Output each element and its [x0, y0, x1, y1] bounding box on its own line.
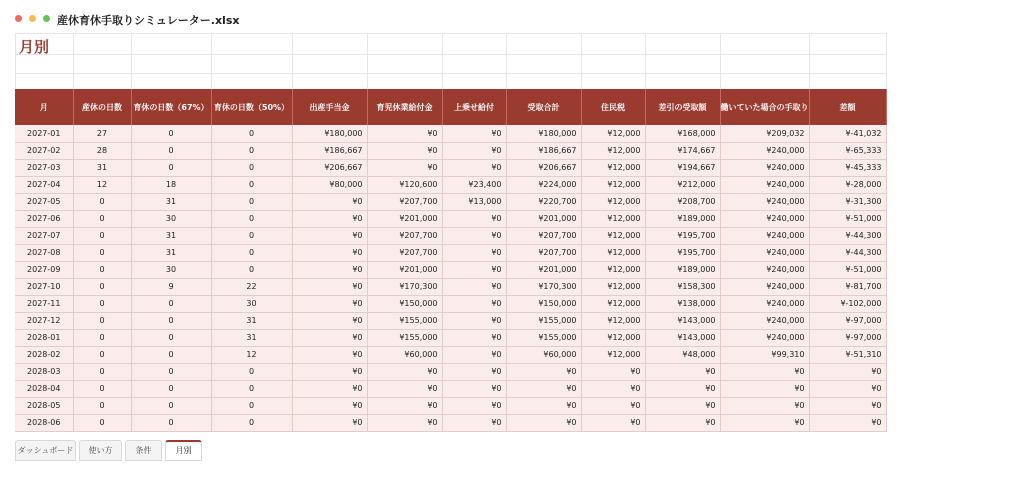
- table-cell[interactable]: 12: [73, 176, 131, 193]
- table-cell[interactable]: ¥0: [442, 261, 506, 278]
- table-cell[interactable]: ¥12,000: [581, 227, 645, 244]
- table-cell[interactable]: 0: [131, 397, 211, 414]
- table-cell[interactable]: ¥0: [720, 380, 809, 397]
- tab-monthly[interactable]: 月別: [165, 440, 202, 461]
- table-cell[interactable]: ¥0: [292, 227, 367, 244]
- table-row: [15, 159, 886, 176]
- table-cell[interactable]: 28: [73, 142, 131, 159]
- table-cell[interactable]: ¥0: [720, 363, 809, 380]
- table-cell[interactable]: ¥240,000: [720, 142, 809, 159]
- column-header[interactable]: 住民税: [581, 89, 645, 125]
- table-cell[interactable]: ¥174,667: [645, 142, 720, 159]
- table-cell[interactable]: ¥0: [645, 363, 720, 380]
- table-cell[interactable]: ¥0: [292, 193, 367, 210]
- table-cell[interactable]: 31: [131, 244, 211, 261]
- table-row: [15, 193, 886, 210]
- zoom-window-button[interactable]: [43, 15, 50, 22]
- table-cell[interactable]: ¥0: [442, 125, 506, 142]
- table-cell[interactable]: ¥0: [506, 397, 581, 414]
- table-cell[interactable]: 31: [211, 329, 292, 346]
- table-cell[interactable]: ¥180,000: [292, 125, 367, 142]
- table-cell[interactable]: ¥206,667: [292, 159, 367, 176]
- table-cell[interactable]: 0: [131, 312, 211, 329]
- table-cell[interactable]: ¥-44,300: [809, 227, 886, 244]
- table-cell[interactable]: 0: [73, 193, 131, 210]
- table-cell[interactable]: ¥240,000: [720, 159, 809, 176]
- table-cell[interactable]: ¥158,300: [645, 278, 720, 295]
- table-cell[interactable]: ¥194,667: [645, 159, 720, 176]
- table-cell[interactable]: ¥0: [292, 312, 367, 329]
- table-cell[interactable]: 31: [131, 227, 211, 244]
- table-cell[interactable]: ¥0: [442, 363, 506, 380]
- table-cell[interactable]: ¥0: [442, 295, 506, 312]
- table-cell[interactable]: ¥0: [442, 380, 506, 397]
- table-cell[interactable]: ¥170,300: [506, 278, 581, 295]
- table-row: [15, 210, 886, 227]
- table-cell[interactable]: ¥155,000: [367, 312, 442, 329]
- table-cell[interactable]: ¥0: [292, 363, 367, 380]
- table-cell[interactable]: ¥-41,032: [809, 125, 886, 142]
- table-cell[interactable]: ¥0: [367, 397, 442, 414]
- tab-dashboard[interactable]: ダッシュボード: [15, 440, 76, 461]
- table-cell[interactable]: 31: [73, 159, 131, 176]
- table-cell[interactable]: 9: [131, 278, 211, 295]
- table-cell[interactable]: ¥0: [292, 295, 367, 312]
- table-cell[interactable]: ¥0: [506, 414, 581, 431]
- table-cell[interactable]: ¥150,000: [506, 295, 581, 312]
- table-cell[interactable]: ¥180,000: [506, 125, 581, 142]
- table-row: [15, 261, 886, 278]
- table-cell[interactable]: ¥155,000: [367, 329, 442, 346]
- table-cell[interactable]: 0: [73, 244, 131, 261]
- table-row: [15, 414, 886, 431]
- table-cell[interactable]: ¥0: [442, 329, 506, 346]
- table-cell[interactable]: ¥170,300: [367, 278, 442, 295]
- table-row: [15, 329, 886, 346]
- table-cell[interactable]: 2027-05: [15, 193, 73, 210]
- table-cell[interactable]: ¥0: [367, 159, 442, 176]
- table-cell[interactable]: ¥-45,333: [809, 159, 886, 176]
- table-cell[interactable]: ¥0: [292, 210, 367, 227]
- table-cell[interactable]: ¥206,667: [506, 159, 581, 176]
- table-cell[interactable]: ¥80,000: [292, 176, 367, 193]
- table-cell[interactable]: ¥240,000: [720, 312, 809, 329]
- table-cell[interactable]: ¥12,000: [581, 125, 645, 142]
- table-cell[interactable]: ¥240,000: [720, 261, 809, 278]
- table-cell[interactable]: ¥12,000: [581, 346, 645, 363]
- table-cell[interactable]: ¥240,000: [720, 278, 809, 295]
- table-cell[interactable]: 2028-05: [15, 397, 73, 414]
- table-cell[interactable]: ¥0: [367, 380, 442, 397]
- table-cell[interactable]: 0: [73, 329, 131, 346]
- table-cell[interactable]: 0: [211, 193, 292, 210]
- table-cell[interactable]: ¥189,000: [645, 210, 720, 227]
- table-cell[interactable]: 18: [131, 176, 211, 193]
- table-cell[interactable]: ¥207,700: [367, 193, 442, 210]
- column-header[interactable]: 差引の受取額: [645, 89, 720, 125]
- table-cell[interactable]: 0: [73, 363, 131, 380]
- table-cell[interactable]: ¥12,000: [581, 176, 645, 193]
- title-bar: [0, 0, 1024, 32]
- table-cell[interactable]: ¥143,000: [645, 312, 720, 329]
- tab-how-to-use[interactable]: 使い方: [79, 440, 122, 461]
- table-cell[interactable]: ¥0: [581, 380, 645, 397]
- table-cell[interactable]: ¥-51,000: [809, 210, 886, 227]
- table-cell[interactable]: ¥12,000: [581, 295, 645, 312]
- table-cell[interactable]: ¥0: [442, 210, 506, 227]
- table-cell[interactable]: ¥0: [292, 329, 367, 346]
- table-cell[interactable]: ¥0: [809, 363, 886, 380]
- table-cell[interactable]: ¥-65,333: [809, 142, 886, 159]
- table-cell[interactable]: ¥240,000: [720, 244, 809, 261]
- table-cell[interactable]: ¥0: [645, 380, 720, 397]
- table-cell[interactable]: 31: [211, 312, 292, 329]
- close-window-button[interactable]: [15, 15, 22, 22]
- table-cell[interactable]: 2027-06: [15, 210, 73, 227]
- table-cell[interactable]: 2027-03: [15, 159, 73, 176]
- table-cell[interactable]: 2027-09: [15, 261, 73, 278]
- table-cell[interactable]: 0: [73, 397, 131, 414]
- table-cell[interactable]: ¥143,000: [645, 329, 720, 346]
- table-cell[interactable]: 0: [211, 210, 292, 227]
- table-cell[interactable]: ¥-97,000: [809, 312, 886, 329]
- table-cell[interactable]: ¥0: [367, 414, 442, 431]
- table-row: [15, 142, 886, 159]
- column-header[interactable]: 育休の日数（67%）: [131, 89, 211, 125]
- table-row: [15, 397, 886, 414]
- table-cell[interactable]: 2028-02: [15, 346, 73, 363]
- table-cell[interactable]: ¥12,000: [581, 312, 645, 329]
- table-row: [15, 244, 886, 261]
- table-cell[interactable]: 0: [211, 414, 292, 431]
- table-cell[interactable]: ¥212,000: [645, 176, 720, 193]
- table-cell[interactable]: ¥0: [720, 397, 809, 414]
- table-cell[interactable]: ¥0: [581, 414, 645, 431]
- header-row: [15, 89, 886, 125]
- table-cell[interactable]: ¥0: [809, 397, 886, 414]
- table-cell[interactable]: ¥12,000: [581, 210, 645, 227]
- table-cell[interactable]: 0: [131, 380, 211, 397]
- table-cell[interactable]: ¥0: [581, 363, 645, 380]
- table-cell[interactable]: 0: [73, 414, 131, 431]
- table-cell[interactable]: 0: [211, 261, 292, 278]
- table-cell[interactable]: ¥-31,300: [809, 193, 886, 210]
- table-cell[interactable]: ¥0: [809, 414, 886, 431]
- table-cell[interactable]: ¥60,000: [506, 346, 581, 363]
- column-header[interactable]: 月: [15, 89, 73, 125]
- table-row: [15, 227, 886, 244]
- table-cell[interactable]: ¥207,700: [367, 244, 442, 261]
- table-cell[interactable]: ¥0: [367, 363, 442, 380]
- table-cell[interactable]: ¥23,400: [442, 176, 506, 193]
- table-cell[interactable]: ¥0: [292, 261, 367, 278]
- table-cell[interactable]: 2028-03: [15, 363, 73, 380]
- table-cell[interactable]: 0: [131, 295, 211, 312]
- table-cell[interactable]: ¥207,700: [506, 244, 581, 261]
- table-cell[interactable]: 0: [73, 261, 131, 278]
- table-cell[interactable]: 2028-06: [15, 414, 73, 431]
- column-header[interactable]: 受取合計: [506, 89, 581, 125]
- table-cell[interactable]: ¥12,000: [581, 278, 645, 295]
- table-cell[interactable]: ¥13,000: [442, 193, 506, 210]
- column-header[interactable]: 差額: [809, 89, 886, 125]
- table-cell[interactable]: ¥-51,310: [809, 346, 886, 363]
- table-cell[interactable]: 0: [211, 380, 292, 397]
- table-cell[interactable]: 0: [211, 227, 292, 244]
- table-cell[interactable]: ¥201,000: [367, 210, 442, 227]
- table-row: [15, 278, 886, 295]
- table-cell[interactable]: ¥-44,300: [809, 244, 886, 261]
- table-cell[interactable]: ¥0: [442, 414, 506, 431]
- table-cell[interactable]: ¥12,000: [581, 261, 645, 278]
- table-cell[interactable]: 0: [131, 346, 211, 363]
- column-header[interactable]: 育休の日数（50%）: [211, 89, 292, 125]
- table-cell[interactable]: 30: [131, 261, 211, 278]
- table-cell[interactable]: ¥240,000: [720, 295, 809, 312]
- table-cell[interactable]: ¥0: [292, 397, 367, 414]
- table-cell[interactable]: ¥0: [367, 125, 442, 142]
- table-cell[interactable]: ¥0: [720, 414, 809, 431]
- table-cell[interactable]: 2027-07: [15, 227, 73, 244]
- table-cell[interactable]: ¥207,700: [506, 227, 581, 244]
- table-row: [15, 380, 886, 397]
- table-cell[interactable]: ¥-81,700: [809, 278, 886, 295]
- table-cell[interactable]: ¥150,000: [367, 295, 442, 312]
- table-cell[interactable]: ¥201,000: [367, 261, 442, 278]
- table-cell[interactable]: ¥48,000: [645, 346, 720, 363]
- sheet-title: 月別: [19, 38, 50, 56]
- tab-conditions[interactable]: 条件: [125, 440, 162, 461]
- table-cell[interactable]: 0: [131, 159, 211, 176]
- table-cell[interactable]: ¥0: [292, 380, 367, 397]
- table-cell[interactable]: ¥168,000: [645, 125, 720, 142]
- table-cell[interactable]: ¥240,000: [720, 227, 809, 244]
- table-row: [15, 176, 886, 193]
- table-cell[interactable]: ¥0: [645, 397, 720, 414]
- table-cell[interactable]: ¥0: [442, 227, 506, 244]
- table-cell[interactable]: ¥240,000: [720, 329, 809, 346]
- table-cell[interactable]: 0: [211, 125, 292, 142]
- table-cell[interactable]: 0: [73, 210, 131, 227]
- table-cell[interactable]: ¥-28,000: [809, 176, 886, 193]
- table-cell[interactable]: ¥12,000: [581, 159, 645, 176]
- table-cell[interactable]: ¥138,000: [645, 295, 720, 312]
- table-row: [15, 363, 886, 380]
- table-cell[interactable]: ¥155,000: [506, 329, 581, 346]
- table-cell[interactable]: ¥0: [442, 142, 506, 159]
- table-cell[interactable]: 2027-12: [15, 312, 73, 329]
- column-header[interactable]: 育児休業給付金: [367, 89, 442, 125]
- table-cell[interactable]: ¥240,000: [720, 210, 809, 227]
- table-row: [15, 125, 886, 142]
- table-cell[interactable]: 0: [211, 244, 292, 261]
- table-cell[interactable]: ¥0: [442, 278, 506, 295]
- table-cell[interactable]: ¥60,000: [367, 346, 442, 363]
- table-cell[interactable]: 12: [211, 346, 292, 363]
- table-cell[interactable]: ¥0: [809, 380, 886, 397]
- column-header[interactable]: 産休の日数: [73, 89, 131, 125]
- table-cell[interactable]: ¥0: [506, 380, 581, 397]
- table-cell[interactable]: ¥0: [442, 312, 506, 329]
- table-cell[interactable]: ¥99,310: [720, 346, 809, 363]
- table-row: [15, 295, 886, 312]
- table-cell[interactable]: ¥0: [442, 244, 506, 261]
- table-cell[interactable]: 0: [131, 329, 211, 346]
- table-cell[interactable]: ¥0: [442, 346, 506, 363]
- table-cell[interactable]: 27: [73, 125, 131, 142]
- table-cell[interactable]: ¥12,000: [581, 329, 645, 346]
- table-cell[interactable]: 0: [73, 380, 131, 397]
- table-cell[interactable]: 31: [131, 193, 211, 210]
- table-cell[interactable]: 2027-11: [15, 295, 73, 312]
- table-cell[interactable]: 0: [73, 278, 131, 295]
- table-cell[interactable]: 0: [131, 363, 211, 380]
- table-cell[interactable]: ¥240,000: [720, 176, 809, 193]
- table-cell[interactable]: 0: [211, 397, 292, 414]
- table-cell[interactable]: 0: [211, 142, 292, 159]
- table-cell[interactable]: 0: [73, 346, 131, 363]
- table-cell[interactable]: 2028-01: [15, 329, 73, 346]
- table-cell[interactable]: 2027-08: [15, 244, 73, 261]
- monthly-table: [15, 89, 887, 432]
- table-cell[interactable]: 2027-04: [15, 176, 73, 193]
- table-cell[interactable]: 0: [211, 363, 292, 380]
- table-cell[interactable]: 2027-02: [15, 142, 73, 159]
- column-header[interactable]: 働いていた場合の手取り: [720, 89, 809, 125]
- table-cell[interactable]: ¥-102,000: [809, 295, 886, 312]
- table-cell[interactable]: 0: [131, 414, 211, 431]
- table-cell[interactable]: 0: [73, 227, 131, 244]
- table-cell[interactable]: ¥240,000: [720, 193, 809, 210]
- table-cell[interactable]: 0: [73, 295, 131, 312]
- table-cell[interactable]: ¥209,032: [720, 125, 809, 142]
- table-cell[interactable]: ¥0: [292, 346, 367, 363]
- table-cell[interactable]: ¥0: [442, 397, 506, 414]
- table-cell[interactable]: 2028-04: [15, 380, 73, 397]
- column-header[interactable]: 出産手当金: [292, 89, 367, 125]
- table-cell[interactable]: ¥-51,000: [809, 261, 886, 278]
- table-cell[interactable]: ¥195,700: [645, 227, 720, 244]
- table-cell[interactable]: ¥0: [442, 159, 506, 176]
- table-cell[interactable]: 22: [211, 278, 292, 295]
- column-header[interactable]: 上乗せ給付: [442, 89, 506, 125]
- table-cell[interactable]: ¥-97,000: [809, 329, 886, 346]
- table-cell[interactable]: ¥201,000: [506, 210, 581, 227]
- table-cell[interactable]: 30: [131, 210, 211, 227]
- table-cell[interactable]: ¥220,700: [506, 193, 581, 210]
- table-cell[interactable]: ¥189,000: [645, 261, 720, 278]
- table-cell[interactable]: ¥0: [292, 244, 367, 261]
- table-cell[interactable]: ¥12,000: [581, 244, 645, 261]
- spreadsheet-grid[interactable]: [15, 33, 886, 431]
- table-cell[interactable]: 2027-10: [15, 278, 73, 295]
- table-cell[interactable]: 0: [211, 176, 292, 193]
- minimize-window-button[interactable]: [29, 15, 36, 22]
- table-cell[interactable]: ¥12,000: [581, 193, 645, 210]
- table-cell[interactable]: ¥120,600: [367, 176, 442, 193]
- table-cell[interactable]: ¥155,000: [506, 312, 581, 329]
- blank-cells[interactable]: [15, 33, 886, 89]
- table-cell[interactable]: ¥12,000: [581, 142, 645, 159]
- table-cell[interactable]: 0: [211, 159, 292, 176]
- table-cell[interactable]: ¥224,000: [506, 176, 581, 193]
- table-cell[interactable]: 0: [73, 312, 131, 329]
- table-cell[interactable]: ¥0: [581, 397, 645, 414]
- table-cell[interactable]: ¥207,700: [367, 227, 442, 244]
- table-row: [15, 312, 886, 329]
- table-cell[interactable]: ¥201,000: [506, 261, 581, 278]
- table-cell[interactable]: ¥186,667: [292, 142, 367, 159]
- table-cell[interactable]: ¥0: [292, 278, 367, 295]
- table-cell[interactable]: 2027-01: [15, 125, 73, 142]
- table-cell[interactable]: ¥195,700: [645, 244, 720, 261]
- table-cell[interactable]: ¥0: [645, 414, 720, 431]
- table-row: [15, 346, 886, 363]
- window-title: 産休育休手取りシミュレーター.xlsx: [57, 14, 240, 27]
- table-cell[interactable]: ¥0: [506, 363, 581, 380]
- table-cell[interactable]: ¥0: [367, 142, 442, 159]
- table-cell[interactable]: 0: [131, 125, 211, 142]
- table-cell[interactable]: ¥0: [292, 414, 367, 431]
- table-cell[interactable]: ¥208,700: [645, 193, 720, 210]
- table-cell[interactable]: ¥186,667: [506, 142, 581, 159]
- table-cell[interactable]: 30: [211, 295, 292, 312]
- table-cell[interactable]: 0: [131, 142, 211, 159]
